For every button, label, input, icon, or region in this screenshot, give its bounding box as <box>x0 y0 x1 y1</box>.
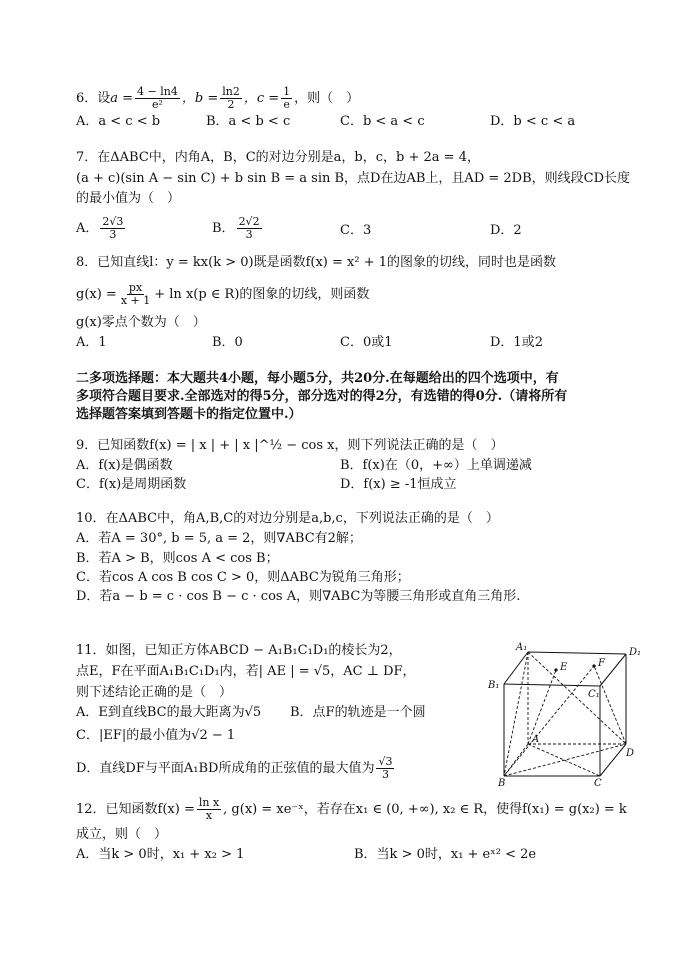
q7-option-a <box>76 216 127 241</box>
q8-line-2-tail: + ln x(p ∈ R)的图象的切线，则函数 <box>154 287 370 302</box>
q8-option-c: C．0或1 <box>340 335 393 350</box>
q7-option-a-num: 2√3 <box>102 215 124 228</box>
q11-line-3: 则下述结论正确的是（ ） <box>76 685 233 700</box>
q9-option-b: B．f(x)在（0，+∞）上单调递减 <box>340 458 532 473</box>
label-e: E <box>560 662 568 673</box>
q8-line-2 <box>76 282 369 307</box>
q11-option-a: A．E到直线BC的最大距离为√5 <box>76 705 262 720</box>
q7-option-b-num: 2√2 <box>238 215 260 228</box>
q8-g-label: g(x) = <box>76 287 117 302</box>
q8-fraction-den: x + 1 <box>120 294 151 307</box>
q8-line-3: g(x)零点个数为（ ） <box>76 315 206 330</box>
label-a1: A₁ <box>516 642 528 653</box>
q7-option-a-label: A． <box>76 221 99 236</box>
q11-line-1: 11．如图，已知正方体ABCD − A₁B₁C₁D₁的棱长为2， <box>76 643 402 658</box>
diag-a1-b <box>504 652 528 776</box>
q7-option-b <box>212 216 264 241</box>
q7-option-b-label: B． <box>212 221 235 236</box>
cube-figure <box>484 640 644 788</box>
label-f: F <box>598 658 605 669</box>
q12-line-2: 成立，则（ ） <box>76 827 168 842</box>
q7-option-a-den: 3 <box>109 228 117 241</box>
q6-a-fraction <box>135 86 180 111</box>
point-f <box>592 664 595 667</box>
q10-stem: 10．在ΔABC中，角A,B,C的对边分别是a,b,c，下列说法正确的是（ ） <box>76 511 499 526</box>
q7-line-1: 7．在ΔABC中，内角A，B，C的对边分别是a，b，c，b + 2a = 4， <box>76 150 480 165</box>
q7-line-2: (a + c)(sin A − sin C) + b sin B = a sin B，点D在边AB上，且AD = 2DB，则线段CD长度 <box>76 171 631 186</box>
q12-fraction <box>197 797 221 822</box>
edge-a1-d1 <box>528 652 626 654</box>
q6-a-num: 4 − ln4 <box>137 85 178 98</box>
q6-b-fraction <box>220 86 242 111</box>
q10-option-d: D．若a − b = c · cos B − c · cos A，则∇ABC为等腰三角形或直角三角形. <box>76 589 521 604</box>
label-d: D <box>626 748 635 759</box>
q7-option-a-fraction <box>100 216 125 241</box>
q8-line-1: 8．已知直线l：y = kx(k > 0)既是函数f(x) = x² + 1的图象的切线，同时也是函数 <box>76 255 557 270</box>
q9-option-c: C．f(x)是周期函数 <box>76 477 187 492</box>
q6-b-label: ，b = <box>181 91 219 106</box>
label-b: B <box>498 778 506 788</box>
edge-b1-c1 <box>504 684 600 686</box>
q8-fraction-num: px <box>128 281 143 294</box>
q12-fraction-num: ln x <box>198 796 220 809</box>
q6-b-num: ln2 <box>222 85 240 98</box>
edge-c-d <box>600 744 626 776</box>
q11-option-d-fraction <box>376 756 394 781</box>
q8-option-b: B．0 <box>212 335 243 350</box>
q6-a-den: e² <box>152 98 163 111</box>
q6-stem <box>76 86 359 111</box>
segment-b-f <box>504 666 594 776</box>
q12-line-1-tail: , g(x) = xe⁻ˣ，若存在x₁ ∈ (0, +∞), x₂ ∈ R，使得f(x₁) = g(x₂) = k <box>223 802 627 817</box>
label-b1: B₁ <box>488 680 500 691</box>
q11-option-d <box>76 756 396 781</box>
q8-option-a: A．1 <box>76 335 107 350</box>
q6-a-label: a = <box>110 91 134 106</box>
q12-fraction-den: x <box>205 809 213 822</box>
q11-option-c: C．|EF|的最小值为√2 − 1 <box>76 728 236 743</box>
q6-c-fraction <box>281 86 292 111</box>
q7-option-b-den: 3 <box>245 228 253 241</box>
segment-d-f <box>594 666 626 744</box>
q6-c-label: ，c = <box>243 91 280 106</box>
point-e <box>554 668 557 671</box>
label-a: A <box>532 734 540 745</box>
q7-option-c: C．3 <box>340 223 372 238</box>
q6-option-c: C．b < a < c <box>340 114 425 129</box>
q10-option-c: C．若cos A cos B cos C > 0，则ΔABC为锐角三角形； <box>76 570 410 585</box>
q7-line-3: 的最小值为（ ） <box>76 191 181 206</box>
q6-option-b: B．a < b < c <box>206 114 291 129</box>
q8-fraction <box>119 282 152 307</box>
q8-option-d: D．1或2 <box>490 335 543 350</box>
q9-option-d: D．f(x) ≥ -1恒成立 <box>340 477 457 492</box>
q9-option-a: A．f(x)是偶函数 <box>76 458 173 473</box>
q12-option-a: A．当k > 0时，x₁ + x₂ > 1 <box>76 847 245 862</box>
q6-option-a: A．a < c < b <box>76 114 161 129</box>
section-2-line-2: 多项符合题目要求.全部选对的得5分，部分选对的得2分，有选错的得0分.（请将所有 <box>76 389 568 404</box>
q11-line-2: 点E，F在平面A₁B₁C₁D₁内，若| AE | = √5，AC ⊥ DF， <box>76 664 416 679</box>
label-d1: D₁ <box>629 647 642 658</box>
q7-option-d: D．2 <box>490 223 522 238</box>
q6-c-num: 1 <box>283 85 291 98</box>
q11-option-d-text: D．直线DF与平面A₁BD所成角的正弦值的最大值为 <box>76 761 375 776</box>
q12-f-label: 12．已知函数f(x) = <box>76 802 195 817</box>
q6-c-den: e <box>283 98 290 111</box>
q11-option-b: B．点F的轨迹是一个圆 <box>290 705 426 720</box>
q7-option-b-fraction <box>237 216 262 241</box>
q11-option-d-den: 3 <box>381 768 389 781</box>
q10-option-b: B．若A > B，则cos A < cos B； <box>76 551 279 566</box>
section-2-line-3: 选择题答案填到答题卡的指定位置中.） <box>76 407 302 422</box>
q9-stem: 9．已知函数f(x) = | x | + | x |^½ − cos x，则下列说法正确的是（ ） <box>76 438 504 453</box>
segment-a-e <box>528 670 556 744</box>
q6-tail: ，则（ ） <box>294 91 360 106</box>
diag-a1-d <box>528 652 626 744</box>
label-c: C <box>594 778 602 788</box>
q6-option-d: D．b < c < a <box>490 114 576 129</box>
label-c1: C₁ <box>588 689 600 700</box>
q6-b-den: 2 <box>227 98 235 111</box>
edge-a1-b1 <box>504 652 528 684</box>
q12-line-1 <box>76 797 627 822</box>
q11-option-d-num: √3 <box>378 755 393 768</box>
q6-number: 6．设 <box>76 91 111 106</box>
section-2-line-1: 二多项选择题：本大题共4小题，每小题5分，共20分.在每题给出的四个选项中，有 <box>76 371 559 386</box>
q12-option-b: B．当k > 0时，x₁ + eˣ² < 2e <box>354 847 537 862</box>
q10-option-a: A．若A = 30°, b = 5, a = 2，则∇ABC有2解； <box>76 531 362 546</box>
